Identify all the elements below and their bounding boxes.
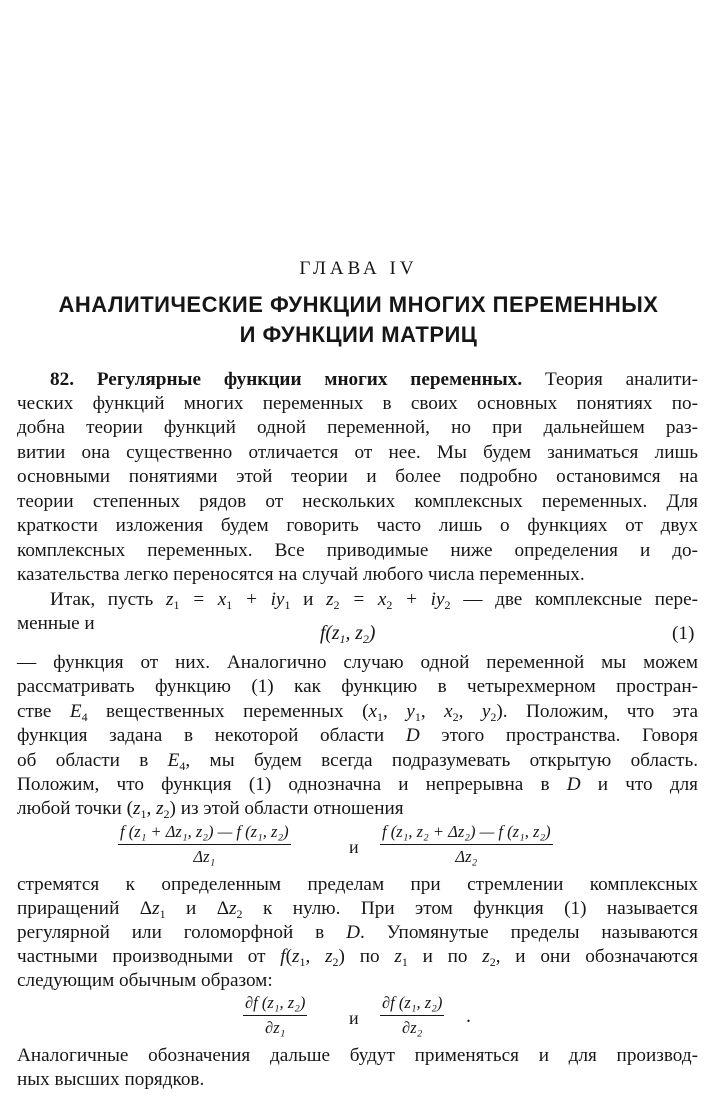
paragraph-3-line-6 xyxy=(17,773,698,797)
text-segment: частными производными от xyxy=(17,946,281,967)
text-segment: Положим, что функция (1) однозначна и непрерывна в xyxy=(17,774,567,795)
var-z1: z xyxy=(166,589,174,610)
var-y2: y xyxy=(481,701,491,722)
var-E: E xyxy=(167,750,180,771)
var-iy1: + iy xyxy=(232,589,285,610)
partial-derivative-z2 xyxy=(380,993,444,1038)
paragraph-1-line-6: теории степенных рядов от нескольких комплексных переменных. Для xyxy=(17,491,698,512)
fraction-denominator: Δz₂ xyxy=(455,847,478,866)
var-z2: z xyxy=(326,589,334,610)
text-segment: приращений Δ xyxy=(17,898,153,919)
section-heading: 82. Регулярные функции многих переменных. xyxy=(50,369,523,390)
paragraph-3-line-2: рассматривать функцию (1) как функцию в четырехмерном простран- xyxy=(17,676,698,697)
paragraph-4-line-3 xyxy=(17,921,698,945)
var-y1: y xyxy=(406,701,415,722)
paragraph-1-line-4: витии она существенно отличается от нее. Мы будем заниматься лишь xyxy=(17,442,698,463)
text-segment: и что для xyxy=(580,774,699,795)
difference-quotient-z2 xyxy=(380,822,553,867)
text-segment: ). Положим, что эта xyxy=(496,701,699,722)
var-z2: z xyxy=(156,798,164,819)
paragraph-1-line-3: добна теории функций одной переменной, но при дальнейшем раз- xyxy=(17,417,698,438)
chapter-title-line-1: АНАЛИТИЧЕСКИЕ ФУНКЦИИ МНОГИХ ПЕРЕМЕННЫХ xyxy=(58,292,659,317)
var-z1: z xyxy=(292,946,300,967)
fraction-denominator: Δz₁ xyxy=(193,847,216,866)
paragraph-1-line-7: краткости изложения будем говорить часто лишь о функциях от двух xyxy=(17,515,698,536)
paragraph-1-line-1-text: Теория аналити- xyxy=(522,369,698,390)
var-E-sub: 4 xyxy=(81,710,88,724)
formula-period: . xyxy=(466,1005,471,1027)
text-segment: ) из этой области отношения xyxy=(169,798,404,819)
text-segment: об области в xyxy=(17,750,168,771)
paragraph-2-and: и xyxy=(290,589,327,610)
paragraph-2-tail: — две комплексные пере- xyxy=(450,589,699,610)
paragraph-4-line-2: приращений $\Delta z_1$ и $\Delta z_2$ к нулю. При этом функция (1) называется xyxy=(17,898,698,921)
paragraph-3-line-4 xyxy=(17,724,698,748)
fraction-denominator: ∂z₁ xyxy=(265,1018,286,1037)
paragraph-1-line-1 xyxy=(50,368,698,392)
var-x2: x xyxy=(444,701,453,722)
formula-1-mid: , z xyxy=(345,623,363,644)
var-z2: z xyxy=(229,898,237,919)
text-segment: любой точки ( xyxy=(17,798,133,819)
var-z1: z xyxy=(152,898,160,919)
var-z1: z xyxy=(133,798,141,819)
chapter-label: ГЛАВА IV xyxy=(299,258,418,279)
var-E: E xyxy=(69,701,82,722)
var-iy2: + iy xyxy=(392,589,445,610)
difference-quotient-z1 xyxy=(118,822,291,867)
var-x2: = x xyxy=(339,589,387,610)
paragraph-1-line-8: комплексных переменных. Все приводимые ниже определения и до- xyxy=(17,540,698,561)
paragraph-3-line-7: любой точки ($z_1$, $z_2$) из этой области отношения xyxy=(17,798,404,821)
formula-1: $f(z_1$, $z_2$) xyxy=(320,623,376,646)
paragraph-1-line-2: ческих функций многих переменных в своих основных понятиях по- xyxy=(17,393,698,414)
paragraph-2-line-2: менные и xyxy=(17,613,95,634)
partial-derivative-z1 xyxy=(243,993,307,1038)
text-segment: вещественных переменных ( xyxy=(87,701,369,722)
fraction-numerator: ∂f (z₁, z₂) xyxy=(243,993,307,1016)
fraction-numerator: f (z₁, z₂ + Δz₂) — f (z₁, z₂) xyxy=(380,822,553,845)
var-x1: = x xyxy=(179,589,227,610)
text-segment: и по xyxy=(407,946,483,967)
paragraph-5-line-2: ных высших порядков. xyxy=(17,1069,205,1090)
var-E-sub: 4 xyxy=(179,759,186,773)
text-segment: стве xyxy=(17,701,70,722)
var-D: D xyxy=(566,774,581,795)
formula-1-f: f xyxy=(320,623,326,644)
paragraph-3-line-3: стве $E_4$ вещественных переменных ($x_1$, $y_1$, $x_2$, $y_2$). Положим, что эта xyxy=(17,701,699,724)
paragraph-4-line-4: частными производными от $f(z_1$, $z_2$) по $z_1$ и по $z_2$, и они обозначаются xyxy=(17,946,698,969)
text-segment: . Упомянутые пределы называются xyxy=(359,922,698,943)
paragraph-3-line-5 xyxy=(17,749,698,773)
formula-1-close: ) xyxy=(368,623,376,644)
equation-number-1: (1) xyxy=(672,623,695,644)
paragraph-4-line-1: стремятся к определенным пределам при стремлении комплексных xyxy=(17,874,698,895)
conjunction: и xyxy=(349,1008,359,1028)
conjunction: и xyxy=(349,837,359,857)
var-z1: z xyxy=(394,946,402,967)
var-z2: z xyxy=(325,946,333,967)
chapter-title-line-2: И ФУНКЦИИ МАТРИЦ xyxy=(239,322,478,347)
text-segment: регулярной или голоморфной в xyxy=(17,922,347,943)
text-segment: к нулю. При этом функция (1) называется xyxy=(242,898,698,919)
fraction-denominator: ∂z₂ xyxy=(402,1018,423,1037)
paragraph-3-line-1: — функция от них. Аналогично случаю одной переменной мы можем xyxy=(17,652,698,673)
paragraph-1-line-5: основными понятиями этой теории и более подробно остановимся на xyxy=(17,466,698,487)
fraction-numerator: ∂f (z₁, z₂) xyxy=(380,993,444,1016)
paragraph-1-line-9: казательства легко переносятся на случай любого числа переменных. xyxy=(17,564,585,585)
text-segment: функция задана в некоторой области xyxy=(17,725,406,746)
text-segment: этого пространства. Говоря xyxy=(419,725,699,746)
paragraph-4-line-5: следующим обычным образом: xyxy=(17,970,273,991)
formula-1-open: (z xyxy=(325,623,340,644)
paragraph-5-line-1: Аналогичные обозначения дальше будут применяться и для производ- xyxy=(17,1045,698,1066)
paragraph-2-intro: Итак, пусть xyxy=(50,589,154,610)
fraction-numerator: f (z₁ + Δz₁, z₂) — f (z₁, z₂) xyxy=(118,822,291,845)
text-segment: и Δ xyxy=(165,898,230,919)
text-segment: , мы будем всегда подразумевать открытую область. xyxy=(185,750,698,771)
var-z2: z xyxy=(482,946,490,967)
var-f: f xyxy=(280,946,286,967)
var-x1: x xyxy=(368,701,378,722)
paragraph-2-line-1: Итак, пусть $z_1 = x_1 + iy_1$ и $z_2 = x_2 + iy_2$ — две комплексные пере- xyxy=(50,589,699,612)
var-D: D xyxy=(346,922,360,943)
text-segment: , и они обозначаются xyxy=(495,946,698,967)
chapter-title xyxy=(0,290,717,350)
text-segment: по xyxy=(344,946,395,967)
var-D: D xyxy=(405,725,420,746)
